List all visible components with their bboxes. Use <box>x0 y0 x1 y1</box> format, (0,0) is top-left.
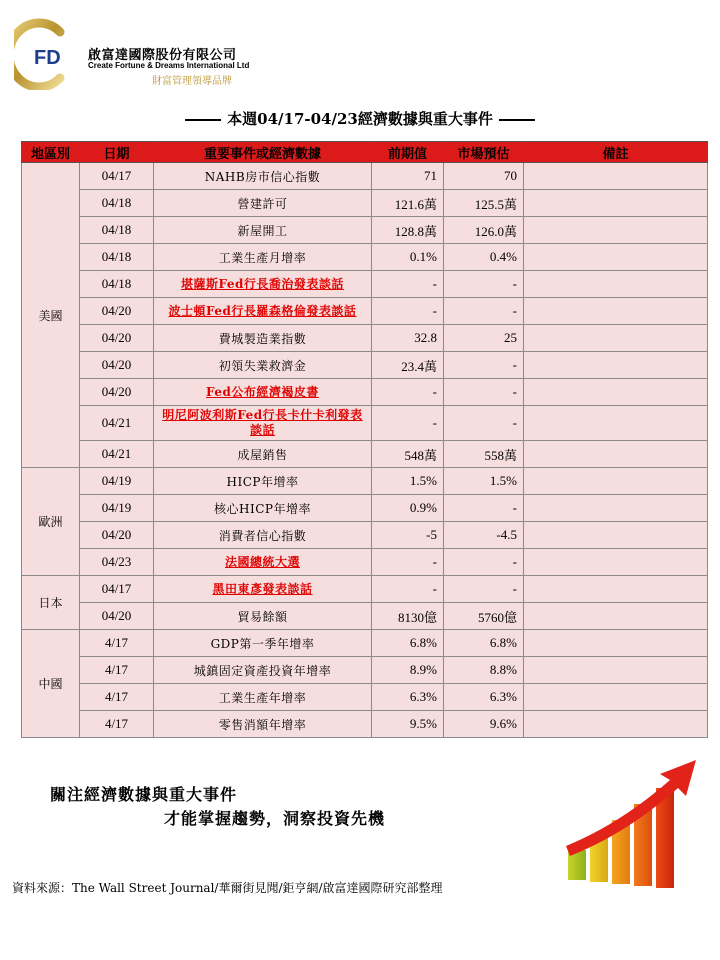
table-row <box>22 298 708 325</box>
table-row <box>22 522 708 549</box>
region-cell: 美國 <box>22 163 80 468</box>
date-cell: 04/21 <box>80 441 154 468</box>
notes-cell <box>524 271 708 298</box>
event-cell: 波士頓Fed行長羅森格倫發表談話 <box>154 298 372 325</box>
notes-cell <box>524 379 708 406</box>
previous-value-cell: 121.6萬 <box>372 190 444 217</box>
table-row <box>22 325 708 352</box>
table-body <box>22 163 708 738</box>
date-cell: 04/21 <box>80 406 154 441</box>
forecast-value-cell: - <box>444 406 524 441</box>
header-notes: 備註 <box>524 142 708 163</box>
date-cell: 04/20 <box>80 352 154 379</box>
notes-cell <box>524 325 708 352</box>
event-cell: 工業生產月增率 <box>154 244 372 271</box>
notes-cell <box>524 468 708 495</box>
event-cell: 堪薩斯Fed行長喬治發表談話 <box>154 271 372 298</box>
forecast-value-cell: 8.8% <box>444 657 524 684</box>
title-dash-right <box>499 119 535 121</box>
date-cell: 04/17 <box>80 576 154 603</box>
table-row <box>22 271 708 298</box>
previous-value-cell: 23.4萬 <box>372 352 444 379</box>
page-title-text: 本週04/17-04/23經濟數據與重大事件 <box>227 110 493 128</box>
date-cell: 04/20 <box>80 325 154 352</box>
forecast-value-cell: 125.5萬 <box>444 190 524 217</box>
header-previous: 前期值 <box>372 142 444 163</box>
event-cell: NAHB房市信心指數 <box>154 163 372 190</box>
date-cell: 04/19 <box>80 468 154 495</box>
notes-cell <box>524 522 708 549</box>
svg-text:FD: FD <box>34 47 61 69</box>
forecast-value-cell: 0.4% <box>444 244 524 271</box>
event-cell: 工業生產年增率 <box>154 684 372 711</box>
event-cell: 法國總統大選 <box>154 549 372 576</box>
notes-cell <box>524 711 708 738</box>
previous-value-cell: 0.1% <box>372 244 444 271</box>
table-row <box>22 711 708 738</box>
region-cell: 日本 <box>22 576 80 630</box>
forecast-value-cell: 1.5% <box>444 468 524 495</box>
forecast-value-cell: 126.0萬 <box>444 217 524 244</box>
event-cell: 黑田東彥發表談話 <box>154 576 372 603</box>
forecast-value-cell: - <box>444 352 524 379</box>
notes-cell <box>524 163 708 190</box>
table-row <box>22 603 708 630</box>
notes-cell <box>524 441 708 468</box>
economic-events-table <box>21 141 708 738</box>
event-cell: 新屋開工 <box>154 217 372 244</box>
table-row <box>22 406 708 441</box>
forecast-value-cell: 558萬 <box>444 441 524 468</box>
forecast-value-cell: - <box>444 271 524 298</box>
previous-value-cell: - <box>372 576 444 603</box>
notes-cell <box>524 495 708 522</box>
event-cell: Fed公布經濟褐皮書 <box>154 379 372 406</box>
event-cell: 貿易餘額 <box>154 603 372 630</box>
date-cell: 4/17 <box>80 684 154 711</box>
date-cell: 04/17 <box>80 163 154 190</box>
event-cell: 費城製造業指數 <box>154 325 372 352</box>
previous-value-cell: 1.5% <box>372 468 444 495</box>
forecast-value-cell: 5760億 <box>444 603 524 630</box>
date-cell: 04/18 <box>80 244 154 271</box>
previous-value-cell: 9.5% <box>372 711 444 738</box>
company-slogan: 財富管理領導品牌 <box>152 76 232 87</box>
event-cell: 城鎮固定資產投資年增率 <box>154 657 372 684</box>
growth-chart-illustration <box>560 746 710 896</box>
previous-value-cell: 128.8萬 <box>372 217 444 244</box>
event-cell: HICP年增率 <box>154 468 372 495</box>
forecast-value-cell: - <box>444 495 524 522</box>
previous-value-cell: - <box>372 406 444 441</box>
event-cell: 核心HICP年增率 <box>154 495 372 522</box>
previous-value-cell: 0.9% <box>372 495 444 522</box>
previous-value-cell: -5 <box>372 522 444 549</box>
date-cell: 04/20 <box>80 522 154 549</box>
previous-value-cell: 71 <box>372 163 444 190</box>
date-cell: 04/18 <box>80 190 154 217</box>
forecast-value-cell: - <box>444 379 524 406</box>
region-cell: 中國 <box>22 630 80 738</box>
notes-cell <box>524 406 708 441</box>
company-logo <box>14 18 70 90</box>
company-header <box>14 14 274 94</box>
header-region: 地區別 <box>22 142 80 163</box>
forecast-value-cell: - <box>444 549 524 576</box>
table-header-row <box>22 142 708 163</box>
previous-value-cell: 6.8% <box>372 630 444 657</box>
table-row <box>22 190 708 217</box>
forecast-value-cell: - <box>444 298 524 325</box>
date-cell: 4/17 <box>80 657 154 684</box>
trend-arrow-icon <box>566 760 696 856</box>
region-cell: 歐洲 <box>22 468 80 576</box>
previous-value-cell: 32.8 <box>372 325 444 352</box>
notes-cell <box>524 576 708 603</box>
notes-cell <box>524 298 708 325</box>
table-row <box>22 352 708 379</box>
notes-cell <box>524 603 708 630</box>
table-row <box>22 468 708 495</box>
event-cell: 消費者信心指數 <box>154 522 372 549</box>
previous-value-cell: - <box>372 379 444 406</box>
date-cell: 4/17 <box>80 630 154 657</box>
previous-value-cell: 8.9% <box>372 657 444 684</box>
table-row <box>22 576 708 603</box>
data-source-note: 資料來源：The Wall Street Journal/華爾街見聞/鉅亨網/啟富達國際研究部整理 <box>12 881 443 895</box>
date-cell: 04/23 <box>80 549 154 576</box>
date-cell: 4/17 <box>80 711 154 738</box>
page-title <box>0 108 720 129</box>
date-cell: 04/20 <box>80 298 154 325</box>
event-cell: 營建許可 <box>154 190 372 217</box>
forecast-value-cell: -4.5 <box>444 522 524 549</box>
notes-cell <box>524 630 708 657</box>
previous-value-cell: 8130億 <box>372 603 444 630</box>
notes-cell <box>524 657 708 684</box>
footer-slogan-line2: 才能掌握趨勢，洞察投資先機 <box>164 809 386 828</box>
date-cell: 04/20 <box>80 603 154 630</box>
forecast-value-cell: 6.3% <box>444 684 524 711</box>
table-row <box>22 630 708 657</box>
forecast-value-cell: - <box>444 576 524 603</box>
notes-cell <box>524 549 708 576</box>
notes-cell <box>524 684 708 711</box>
event-cell: 初領失業救濟金 <box>154 352 372 379</box>
company-name-en: Create Fortune & Dreams International Ltd <box>88 61 250 70</box>
notes-cell <box>524 352 708 379</box>
event-cell: GDP第一季年增率 <box>154 630 372 657</box>
header-event: 重要事件或經濟數據 <box>154 142 372 163</box>
notes-cell <box>524 244 708 271</box>
previous-value-cell: - <box>372 298 444 325</box>
table-row <box>22 379 708 406</box>
table-row <box>22 495 708 522</box>
event-cell: 明尼阿波利斯Fed行長卡什卡利發表談話 <box>154 406 372 441</box>
date-cell: 04/20 <box>80 379 154 406</box>
table-row <box>22 163 708 190</box>
date-cell: 04/19 <box>80 495 154 522</box>
forecast-value-cell: 9.6% <box>444 711 524 738</box>
notes-cell <box>524 190 708 217</box>
notes-cell <box>524 217 708 244</box>
table-row <box>22 549 708 576</box>
previous-value-cell: 6.3% <box>372 684 444 711</box>
forecast-value-cell: 25 <box>444 325 524 352</box>
event-cell: 零售消額年增率 <box>154 711 372 738</box>
previous-value-cell: - <box>372 549 444 576</box>
table-row <box>22 217 708 244</box>
header-forecast: 市場預估 <box>444 142 524 163</box>
event-cell: 成屋銷售 <box>154 441 372 468</box>
footer-slogan-line1: 關注經濟數據與重大事件 <box>50 785 238 804</box>
header-date: 日期 <box>80 142 154 163</box>
previous-value-cell: - <box>372 271 444 298</box>
previous-value-cell: 548萬 <box>372 441 444 468</box>
forecast-value-cell: 6.8% <box>444 630 524 657</box>
table-row <box>22 657 708 684</box>
forecast-value-cell: 70 <box>444 163 524 190</box>
table-row <box>22 684 708 711</box>
table-row <box>22 441 708 468</box>
date-cell: 04/18 <box>80 271 154 298</box>
table-row <box>22 244 708 271</box>
company-name-cn: 啟富達國際股份有限公司 <box>88 48 237 63</box>
title-dash-left <box>185 119 221 121</box>
date-cell: 04/18 <box>80 217 154 244</box>
